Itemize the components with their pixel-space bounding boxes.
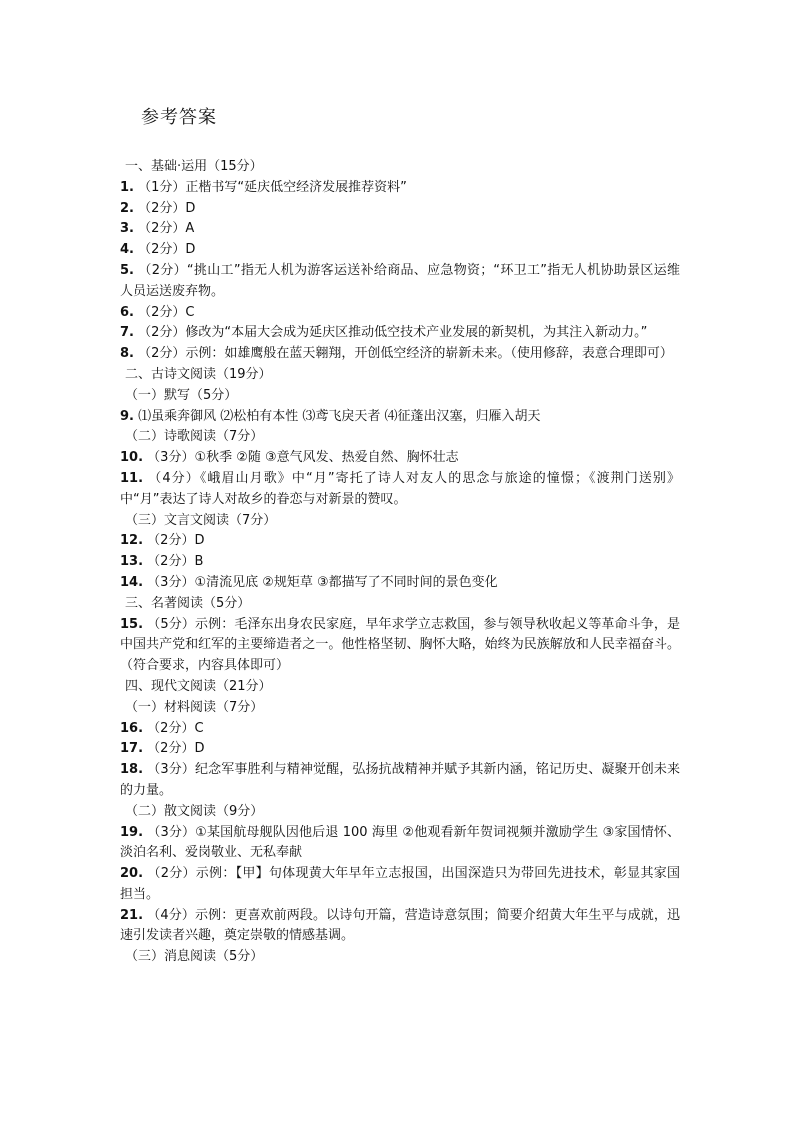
- answer-text: （2分）D: [138, 242, 196, 258]
- question-number: 5.: [120, 262, 134, 278]
- question-number: 6.: [120, 304, 134, 320]
- subsection-heading: [120, 802, 680, 823]
- answer-text: （2分）B: [147, 554, 204, 570]
- answer-text: （3分）①清流见底 ②规矩草 ③都描写了不同时间的景色变化: [147, 574, 498, 590]
- subsection-heading-text: （一）默写（5分）: [125, 387, 238, 403]
- answer-text: （2分）C: [147, 720, 204, 736]
- question-number: 3.: [120, 221, 134, 237]
- question-number: 14.: [120, 574, 144, 590]
- question-number: 15.: [120, 616, 144, 632]
- answer-text: （3分）①某国航母舰队因他后退 100 海里 ②他观看新年贺词视频并激励学生 ③家国情怀、淡泊名利、爱岗敬业、无私奉献: [120, 824, 680, 861]
- answer-text: （2分）A: [138, 221, 195, 237]
- question-number: 2.: [120, 200, 134, 216]
- subsection-heading-text: （三）文言文阅读（7分）: [125, 512, 277, 528]
- section-heading-text: 四、现代文阅读（21分）: [125, 678, 272, 694]
- question-number: 20.: [120, 866, 144, 882]
- question-number: 1.: [120, 179, 134, 195]
- section-heading-text: 二、古诗文阅读（19分）: [125, 366, 272, 382]
- answer-text: （2分）“挑山工”指无人机为游客运送补给商品、应急物资；“环卫工”指无人机协助景区运维人员运送废弃物。: [120, 262, 680, 299]
- section-heading: [120, 594, 680, 615]
- question-number: 19.: [120, 824, 144, 840]
- answer-item: [120, 178, 680, 199]
- answer-item: [120, 303, 680, 324]
- answer-item: [120, 344, 680, 365]
- answer-text: （4分）《峨眉山月歌》中“月”寄托了诗人对友人的思念与旅途的憧憬；《渡荆门送别》中“月”表达了诗人对故乡的眷恋与对新景的赞叹。: [120, 470, 680, 507]
- subsection-heading-text: （二）诗歌阅读（7分）: [125, 429, 264, 445]
- answer-item: [120, 739, 680, 760]
- answer-item: [120, 261, 680, 303]
- answer-item: [120, 823, 680, 865]
- question-number: 4.: [120, 242, 134, 258]
- question-number: 12.: [120, 533, 144, 549]
- subsection-heading-text: （一）材料阅读（7分）: [125, 699, 264, 715]
- answer-text: （3分）①秋季 ②随 ③意气风发、热爱自然、胸怀壮志: [147, 450, 459, 466]
- answer-item: [120, 448, 680, 469]
- section-heading: [120, 157, 680, 178]
- answer-item: [120, 615, 680, 677]
- subsection-heading-text: （二）散文阅读（9分）: [125, 803, 264, 819]
- answer-item: [120, 469, 680, 511]
- section-heading-text: 三、名著阅读（5分）: [125, 595, 251, 611]
- subsection-heading-text: （三）消息阅读（5分）: [125, 949, 264, 965]
- answer-item: [120, 760, 680, 802]
- answer-list: [120, 157, 680, 968]
- section-heading: [120, 677, 680, 698]
- subsection-heading: [120, 427, 680, 448]
- answer-text: （3分）纪念军事胜利与精神觉醒，弘扬抗战精神并赋予其新内涵，铭记历史、凝聚开创未来的力量。: [120, 762, 680, 798]
- answer-item: [120, 531, 680, 552]
- question-number: 10.: [120, 450, 144, 466]
- answer-item: [120, 552, 680, 573]
- answer-text: （2分）D: [147, 741, 205, 757]
- answer-text: （2分）C: [138, 304, 195, 320]
- answer-text: ⑴虽乘奔御风 ⑵松柏有本性 ⑶鸢飞戾天者 ⑷征蓬出汉塞，归雁入胡天: [138, 408, 541, 424]
- answer-text: （2分）示例：如雄鹰般在蓝天翱翔，开创低空经济的崭新未来。（使用修辞，表意合理即可）: [138, 346, 673, 362]
- answer-item: [120, 323, 680, 344]
- question-number: 18.: [120, 762, 144, 778]
- subsection-heading: [120, 947, 680, 968]
- question-number: 9.: [120, 408, 134, 424]
- question-number: 7.: [120, 325, 134, 341]
- subsection-heading: [120, 511, 680, 532]
- answer-item: [120, 240, 680, 261]
- answer-text: （5分）示例：毛泽东出身农民家庭，早年求学立志救国，参与领导秋收起义等革命斗争，是中国共产党和红军的主要缔造者之一。他性格坚韧、胸怀大略，始终为民族解放和人民幸福奋斗。（符合要求，内容具体即可）: [120, 616, 680, 674]
- question-number: 13.: [120, 554, 144, 570]
- answer-item: [120, 719, 680, 740]
- answer-text: （2分）示例：【甲】句体现黄大年早年立志报国，出国深造只为带回先进技术，彰显其家国担当。: [120, 866, 680, 902]
- document-title: 参考答案: [141, 107, 217, 128]
- answer-item: [120, 407, 680, 428]
- answer-item: [120, 219, 680, 240]
- answer-text: （2分）修改为“本届大会成为延庆区推动低空技术产业发展的新契机，为其注入新动力。”: [138, 325, 648, 341]
- answer-text: （2分）D: [147, 533, 205, 549]
- answer-text: （4分）示例：更喜欢前两段。以诗句开篇，营造诗意氛围；简要介绍黄大年生平与成就，迅速引发读者兴趣，奠定崇敬的情感基调。: [120, 907, 680, 944]
- question-number: 17.: [120, 741, 144, 757]
- subsection-heading: [120, 386, 680, 407]
- answer-text: （2分）D: [138, 200, 196, 216]
- answer-item: [120, 573, 680, 594]
- section-heading-text: 一、基础·运用（15分）: [125, 159, 263, 174]
- answer-item: [120, 199, 680, 220]
- question-number: 8.: [120, 346, 134, 362]
- answer-item: [120, 906, 680, 948]
- answer-text: （1分）正楷书写“延庆低空经济发展推荐资料”: [138, 179, 407, 195]
- section-heading: [120, 365, 680, 386]
- question-number: 21.: [120, 907, 144, 923]
- question-number: 11.: [120, 470, 144, 486]
- subsection-heading: [120, 698, 680, 719]
- question-number: 16.: [120, 720, 144, 736]
- answer-item: [120, 864, 680, 906]
